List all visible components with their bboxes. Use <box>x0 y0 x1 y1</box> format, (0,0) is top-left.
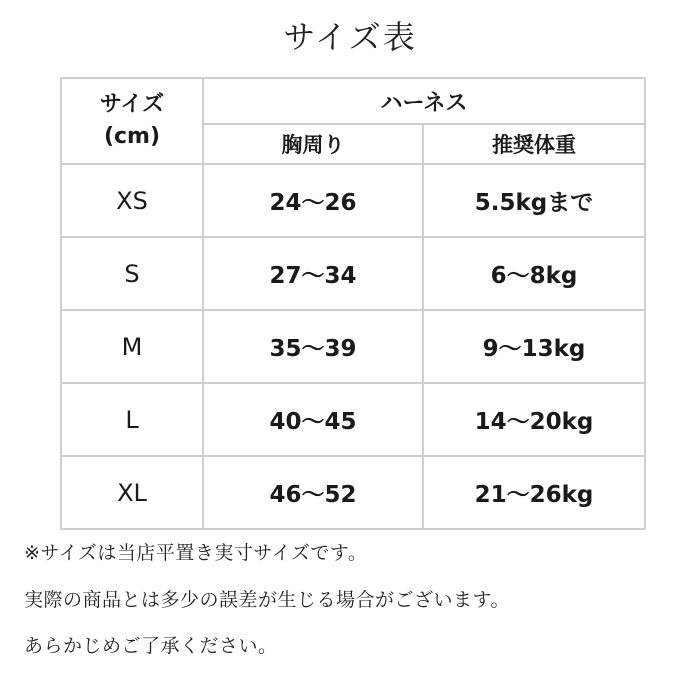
size-cell: XL <box>61 456 203 529</box>
chest-cell: 35～39 <box>203 310 423 383</box>
page-title: サイズ表 <box>283 18 417 56</box>
size-cell: XS <box>61 164 203 237</box>
weight-cell: 9～13kg <box>423 310 645 383</box>
weight-cell: 21～26kg <box>423 456 645 529</box>
chest-cell: 24～26 <box>203 164 423 237</box>
harness-group-header: ハーネス <box>203 78 645 124</box>
weight-cell: 14～20kg <box>423 383 645 456</box>
chest-cell: 46～52 <box>203 456 423 529</box>
table-header-row <box>61 78 645 124</box>
size-cell: L <box>61 383 203 456</box>
table-row <box>61 164 645 237</box>
size-cell: S <box>61 237 203 310</box>
chest-column-header: 胸周り <box>203 124 423 164</box>
size-header-label: サイズ <box>99 92 165 117</box>
chest-cell: 40～45 <box>203 383 423 456</box>
note-measurement: ※サイズは当店平置き実寸サイズです。 <box>24 542 368 564</box>
weight-cell: 5.5kgまで <box>423 164 645 237</box>
table-row <box>61 237 645 310</box>
size-cell: M <box>61 310 203 383</box>
size-chart-table <box>60 77 646 530</box>
weight-cell: 6～8kg <box>423 237 645 310</box>
table-row <box>61 456 645 529</box>
table-row <box>61 383 645 456</box>
size-header-unit: (cm) <box>103 124 161 149</box>
chest-cell: 27～34 <box>203 237 423 310</box>
weight-column-header: 推奨体重 <box>423 124 645 164</box>
note-apology: あらかじめご了承ください。 <box>24 635 278 657</box>
note-variance: 実際の商品とは多少の誤差が生じる場合がございます。 <box>24 589 510 611</box>
size-column-header <box>61 78 203 164</box>
table-row <box>61 310 645 383</box>
